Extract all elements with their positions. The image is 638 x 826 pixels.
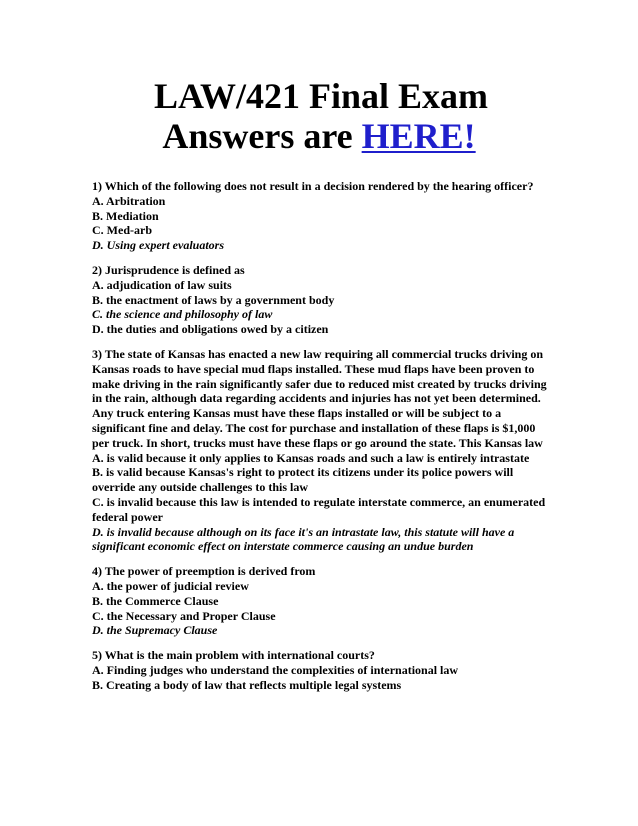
option-a: A. Finding judges who understand the complexities of international law [92, 662, 459, 677]
question-stem: 4) The power of preemption is derived from [92, 564, 316, 579]
question-5 [92, 648, 552, 692]
option-a: A. Arbitration [92, 193, 166, 208]
option-d-correct: D. the Supremacy Clause [92, 623, 218, 638]
question-stem: 2) Jurisprudence is defined as [92, 262, 245, 277]
option-c: C. Med-arb [92, 223, 152, 238]
option-b: B. Mediation [92, 208, 159, 223]
option-a: A. is valid because it only applies to Kansas roads and such a law is entirely intrastate [92, 450, 530, 465]
title-line-2 [0, 116, 638, 156]
title-line-1: LAW/421 Final Exam [153, 76, 489, 116]
question-stem: 3) The state of Kansas has enacted a new law requiring all commercial trucks driving on Kansas roads to have special mud flaps installed. These mud flaps have been proven to make driving in the rain significantly safer due to reduced mist created by trucks driving in the rain, although data regarding accidents and injuries has not yet been determined. Any truck entering Kansas must have these flaps installed or will be subject to a significant fine and delay. The cost for purchase and installation of these flaps is $1,000 per truck. In short, trucks must have these flaps or go around the state. This Kansas law [92, 346, 547, 450]
answers-link[interactable]: HERE! [361, 116, 476, 156]
option-b: B. is valid because Kansas's right to protect its citizens under its police powers will override any outside challenges to this law [92, 465, 514, 495]
option-a: A. adjudication of law suits [92, 277, 232, 292]
option-d-correct: D. Using expert evaluators [92, 238, 224, 253]
option-c-correct: C. the science and philosophy of law [92, 307, 273, 322]
option-b: B. the enactment of laws by a government body [92, 292, 335, 307]
question-4 [92, 564, 552, 638]
question-stem: 5) What is the main problem with international courts? [92, 648, 375, 663]
document-title [0, 76, 638, 156]
option-d: D. the duties and obligations owed by a citizen [92, 322, 329, 337]
option-c: C. the Necessary and Proper Clause [92, 608, 276, 623]
option-b: B. the Commerce Clause [92, 593, 219, 608]
question-2 [92, 263, 552, 337]
option-c: C. is invalid because this law is intended to regulate interstate commerce, an enumerated federal power [92, 494, 546, 524]
question-3 [92, 347, 552, 554]
option-d-correct: D. is invalid because although on its face it's an intrastate law, this statute will have a significant economic effect on interstate commerce causing an undue burden [92, 524, 515, 554]
questions-list [92, 179, 552, 703]
title-prefix: Answers are [162, 116, 362, 156]
question-stem: 1) Which of the following does not result in a decision rendered by the hearing officer? [92, 179, 534, 193]
option-b: B. Creating a body of law that reflects multiple legal systems [92, 677, 402, 692]
question-1 [92, 179, 552, 253]
option-a: A. the power of judicial review [92, 578, 249, 593]
